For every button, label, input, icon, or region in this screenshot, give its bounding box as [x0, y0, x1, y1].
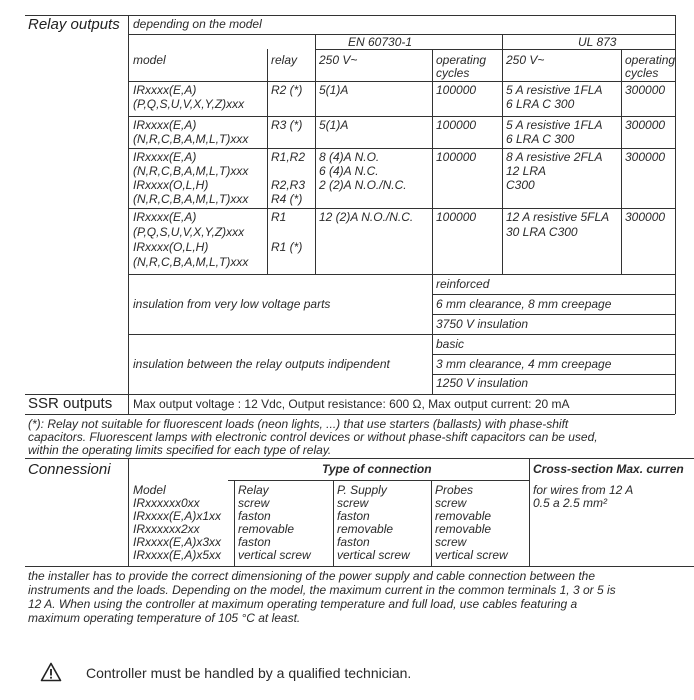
installer-note-line: 12 A. When using the controller at maximum operating temperature and full load, use cables featuring a	[28, 597, 578, 611]
row2-relay: R3 (*)	[271, 118, 303, 132]
row1-model: (P,Q,S,U,V,X,Y,Z)xxx	[133, 97, 245, 111]
conn-cell: faston	[238, 535, 271, 549]
conn-cell: removable	[435, 522, 492, 536]
warning-triangle-icon	[40, 662, 62, 682]
rule	[267, 49, 268, 274]
conn-cell: IRxxxx(E,A)x3xx	[133, 535, 222, 549]
installer-note-line: instruments and the loads. Depending on the model, the maximum current in the common terminals 1, 3 or 5 is	[28, 583, 616, 597]
conn-cell: screw	[337, 496, 369, 510]
ssr-outputs-title: SSR outputs	[28, 395, 113, 412]
column-model: model	[133, 53, 166, 67]
row3-relay: R1,R2	[271, 150, 306, 164]
conn-cell: faston	[337, 509, 370, 523]
rule	[25, 414, 675, 415]
row2-cycles: 100000	[436, 118, 477, 132]
row3-relay: R4 (*)	[271, 192, 303, 206]
row1-relay: R2 (*)	[271, 83, 303, 97]
insulation-low-voltage: insulation from very low voltage parts	[133, 297, 331, 311]
conn-cell: screw	[435, 496, 467, 510]
conn-header-model: Model	[133, 483, 166, 497]
cross-section-text: 0.5 a 2.5 mm²	[533, 496, 608, 510]
conn-cell: IRxxxx(E,A)x5xx	[133, 548, 222, 562]
row1-model: IRxxxx(E,A)	[133, 83, 197, 97]
column-cycles: cycles	[436, 66, 470, 80]
row4-ul: 30 LRA C300	[506, 225, 578, 239]
row3-ul: 12 LRA	[506, 164, 547, 178]
conn-cell: removable	[238, 522, 295, 536]
ul-standard-header: UL 873	[578, 35, 617, 49]
rule	[25, 394, 675, 395]
rule	[529, 458, 530, 566]
row3-model: (N,R,C,B,A,M,L,T)xxx	[133, 164, 249, 178]
conn-cell: IRxxxxxx0xx	[133, 496, 200, 510]
conn-cell: removable	[435, 509, 492, 523]
row4-model: IRxxxx(O,L,H)	[133, 240, 209, 254]
row3-ul-cycles: 300000	[625, 150, 666, 164]
footnote-line: (*): Relay not suitable for fluorescent loads (neon lights, ...) that use starters (ballasts) with phase-shift	[28, 417, 569, 431]
row1-ul: 5 A resistive 1FLA	[506, 83, 603, 97]
row1-en: 5(1)A	[319, 83, 349, 97]
conn-cell: faston	[238, 509, 271, 523]
rule	[432, 354, 675, 355]
row2-ul-cycles: 300000	[625, 118, 666, 132]
conn-cell: removable	[337, 522, 394, 536]
column-ul-voltage: 250 V~	[506, 53, 545, 67]
rule	[128, 334, 675, 335]
rule	[432, 314, 675, 315]
conn-cell: screw	[238, 496, 270, 510]
row4-cycles: 100000	[436, 210, 477, 224]
rule	[228, 480, 529, 481]
rule	[675, 15, 676, 414]
basic-clearance: 3 mm clearance, 4 mm creepage	[436, 357, 612, 371]
row2-model: IRxxxx(E,A)	[133, 118, 197, 132]
column-ul-cycles: cycles	[625, 66, 659, 80]
row3-ul: C300	[506, 178, 535, 192]
row3-cycles: 100000	[436, 150, 477, 164]
row2-model: (N,R,C,B,A,M,L,T)xxx	[133, 132, 249, 146]
row3-en: 8 (4)A N.O.	[319, 150, 380, 164]
row3-en: 2 (2)A N.O./N.C.	[319, 178, 407, 192]
depending-on-model: depending on the model	[133, 17, 262, 31]
reinforced-label: reinforced	[436, 277, 490, 291]
insulation-relay-outputs: insulation between the relay outputs indipendent	[133, 357, 390, 371]
row4-relay: R1 (*)	[271, 240, 303, 254]
column-relay: relay	[271, 53, 298, 67]
basic-insulation: 1250 V insulation	[436, 376, 529, 390]
column-ul-cycles: operating	[625, 53, 676, 67]
connessioni-title: Connessioni	[28, 461, 111, 478]
rule	[25, 458, 694, 459]
installer-note-line: the installer has to provide the correct dimensioning of the power supply and cable connection between the	[28, 569, 596, 583]
row2-en: 5(1)A	[319, 118, 349, 132]
conn-cell: IRxxxxxx2xx	[133, 522, 200, 536]
rule	[333, 480, 334, 566]
ssr-outputs-text: Max output voltage : 12 Vdc, Output resistance: 600 Ω, Max output current: 20 mA	[133, 397, 570, 411]
row4-model: IRxxxx(E,A)	[133, 210, 197, 224]
row4-ul: 12 A resistive 5FLA	[506, 210, 610, 224]
rule	[502, 34, 503, 274]
rule	[128, 208, 675, 209]
conn-cell: IRxxxx(E,A)x1xx	[133, 509, 222, 523]
conn-cell: vertical screw	[337, 548, 410, 562]
conn-cell: vertical screw	[238, 548, 311, 562]
rule	[432, 374, 675, 375]
column-cycles: operating	[436, 53, 487, 67]
installer-note-line: maximum operating temperature of 105 °C at least.	[28, 611, 301, 625]
conn-cell: screw	[435, 535, 467, 549]
conn-cell: faston	[337, 535, 370, 549]
conn-header-probes: Probes	[435, 483, 474, 497]
rule	[315, 34, 316, 274]
rule	[128, 274, 675, 275]
row1-ul-cycles: 300000	[625, 83, 666, 97]
type-of-connection-header: Type of connection	[322, 462, 432, 476]
row3-relay: R2,R3	[271, 178, 306, 192]
footnote-line: capacitors. Fluorescent lamps with electronic control devices or without phase-shift capacitors can be used,	[28, 430, 598, 444]
basic-label: basic	[436, 337, 465, 351]
rule	[128, 116, 675, 117]
rule	[25, 566, 694, 567]
row4-en: 12 (2)A N.O./N.C.	[319, 210, 414, 224]
row4-model: (N,R,C,B,A,M,L,T)xxx	[133, 255, 249, 269]
rule	[128, 81, 675, 82]
column-voltage: 250 V~	[319, 53, 358, 67]
row2-ul: 5 A resistive 1FLA	[506, 118, 603, 132]
en-standard-header: EN 60730-1	[348, 35, 413, 49]
rule	[234, 480, 235, 566]
row4-ul-cycles: 300000	[625, 210, 666, 224]
rule	[432, 49, 433, 394]
row3-model: IRxxxx(O,L,H)	[133, 178, 209, 192]
conn-header-psupply: P. Supply	[337, 483, 387, 497]
row1-cycles: 100000	[436, 83, 477, 97]
rule	[621, 49, 622, 274]
row3-model: IRxxxx(E,A)	[133, 150, 197, 164]
row2-ul: 6 LRA C 300	[506, 132, 575, 146]
row3-en: 6 (4)A N.C.	[319, 164, 379, 178]
rule	[432, 294, 675, 295]
rule	[128, 148, 675, 149]
reinforced-clearance: 6 mm clearance, 8 mm creepage	[436, 297, 612, 311]
row4-model: (P,Q,S,U,V,X,Y,Z)xxx	[133, 225, 245, 239]
reinforced-insulation: 3750 V insulation	[436, 317, 529, 331]
rule	[128, 15, 129, 414]
row4-relay: R1	[271, 210, 287, 224]
warning-text: Controller must be handled by a qualified technician.	[86, 665, 412, 681]
row1-ul: 6 LRA C 300	[506, 97, 575, 111]
footnote-line: within the operating limits specified for each type of relay.	[28, 443, 332, 457]
cross-section-text: for wires from 12 A	[533, 483, 634, 497]
conn-header-relay: Relay	[238, 483, 269, 497]
row3-ul: 8 A resistive 2FLA	[506, 150, 603, 164]
rule	[128, 458, 129, 566]
relay-outputs-title: Relay outputs	[28, 16, 120, 33]
rule	[25, 15, 675, 16]
cross-section-header: Cross-section Max. curren	[533, 462, 684, 476]
rule	[431, 480, 432, 566]
row3-model: (N,R,C,B,A,M,L,T)xxx	[133, 192, 249, 206]
conn-cell: vertical screw	[435, 548, 508, 562]
